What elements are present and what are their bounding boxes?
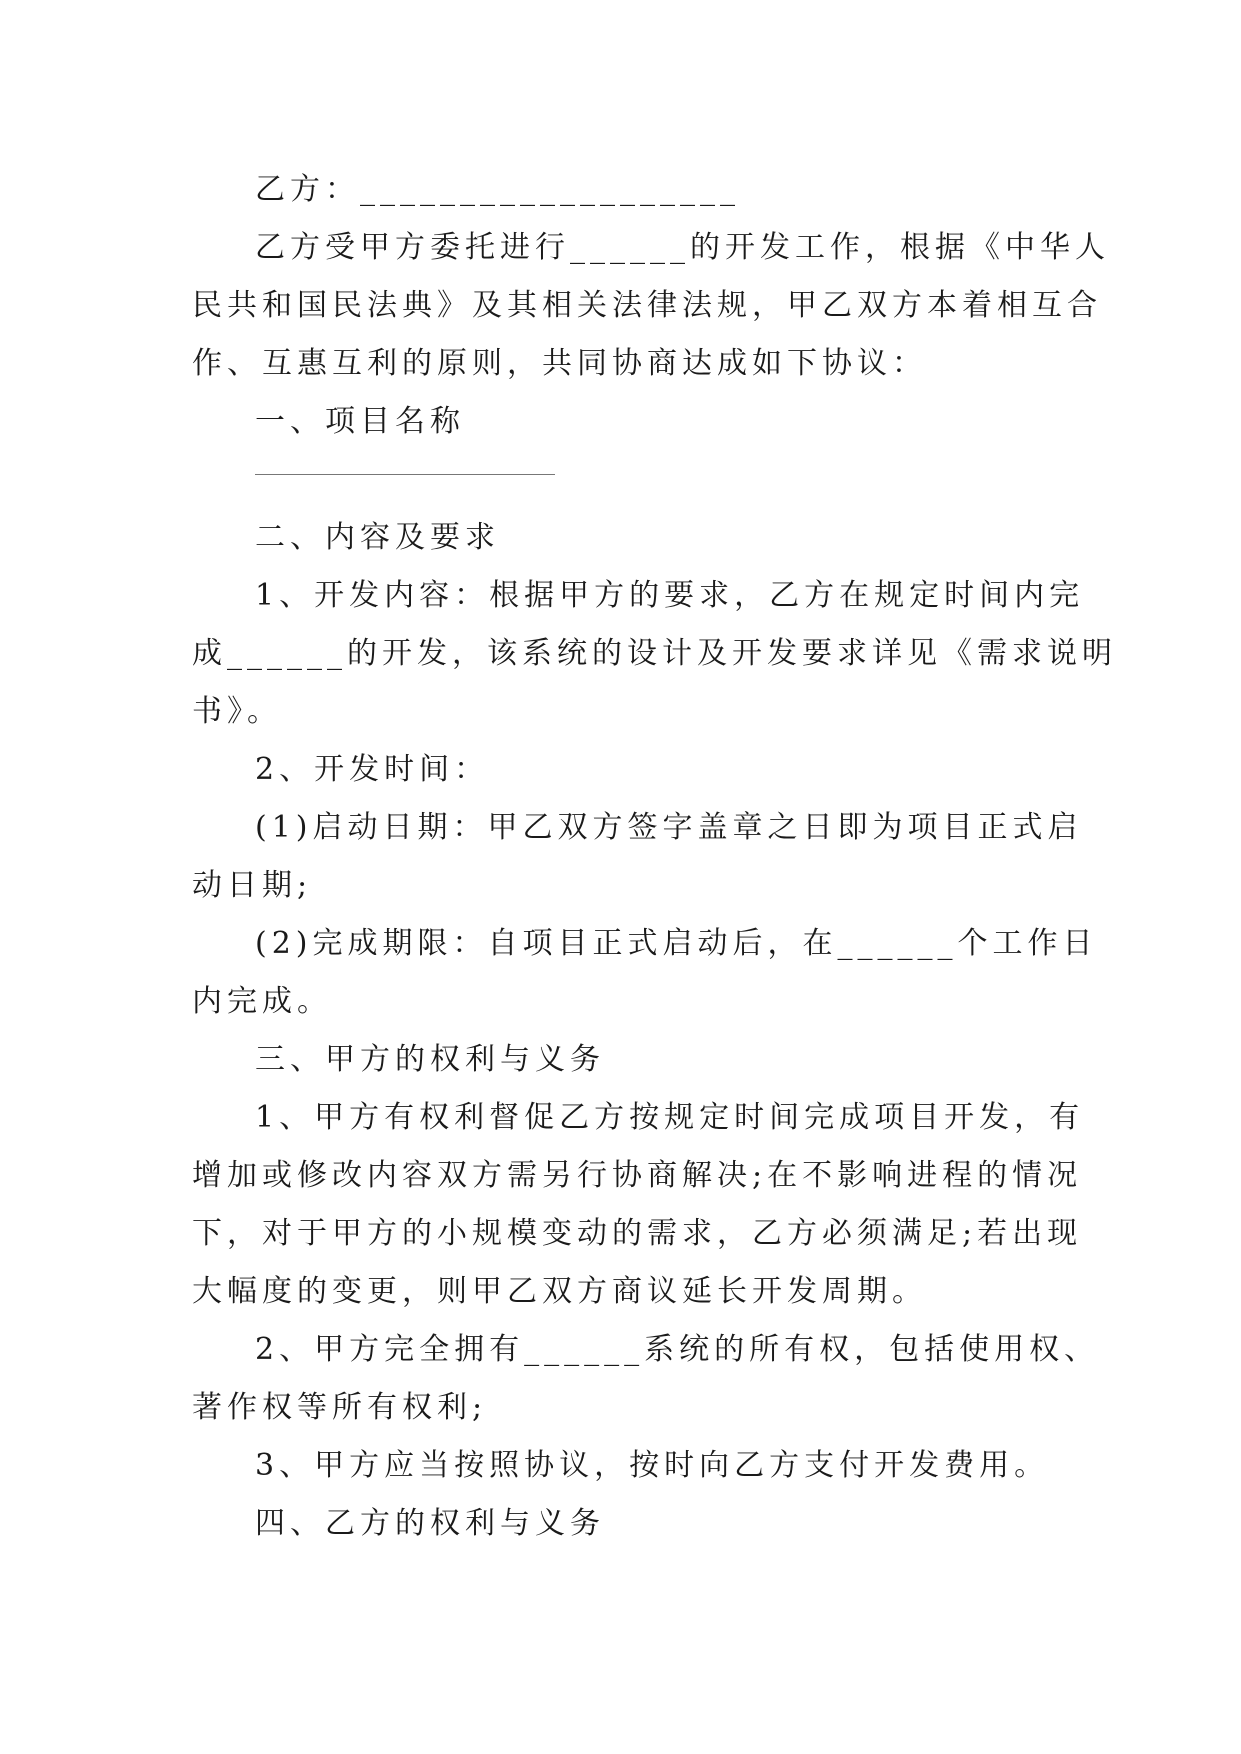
paragraph-line: 民共和国民法典》及其相关法律法规，甲乙双方本着相互合 (192, 288, 1102, 323)
project-name-blank (255, 474, 555, 475)
paragraph-line: 增加或修改内容双方需另行协商解决;在不影响进程的情况 (192, 1158, 1083, 1193)
paragraph-line: 下，对于甲方的小规模变动的需求，乙方必须满足;若出现 (192, 1216, 1083, 1251)
party-b-line: 乙方：___________________ (255, 172, 740, 207)
section-heading-4: 四、乙方的权利与义务 (255, 1506, 605, 1541)
section-heading-3: 三、甲方的权利与义务 (255, 1042, 605, 1077)
paragraph-line: 2、开发时间： (255, 752, 490, 787)
paragraph-line: 1、甲方有权利督促乙方按规定时间完成项目开发，有 (255, 1100, 1085, 1135)
paragraph-line: 1、开发内容：根据甲方的要求，乙方在规定时间内完 (255, 578, 1085, 613)
paragraph-line: 著作权等所有权利; (192, 1390, 488, 1425)
paragraph-line: 成______的开发，该系统的设计及开发要求详见《需求说明 (192, 636, 1117, 671)
paragraph-line: 内完成。 (192, 984, 332, 1019)
paragraph-line: 乙方受甲方委托进行______的开发工作，根据《中华人 (255, 230, 1110, 265)
paragraph-line: 2、甲方完全拥有______系统的所有权，包括使用权、 (255, 1332, 1100, 1367)
paragraph-line: (2)完成期限：自项目正式启动后，在______个工作日 (255, 926, 1098, 961)
paragraph-line: 作、互惠互利的原则，共同协商达成如下协议： (192, 346, 927, 381)
paragraph-line: 书》。 (192, 694, 282, 729)
paragraph-line: 3、甲方应当按照协议，按时向乙方支付开发费用。 (255, 1448, 1050, 1483)
section-heading-2: 二、内容及要求 (255, 520, 500, 555)
paragraph-line: 大幅度的变更，则甲乙双方商议延长开发周期。 (192, 1274, 927, 1309)
paragraph-line: 动日期; (192, 868, 313, 903)
paragraph-line: (1)启动日期：甲乙双方签字盖章之日即为项目正式启 (255, 810, 1083, 845)
section-heading-1: 一、项目名称 (255, 404, 465, 439)
